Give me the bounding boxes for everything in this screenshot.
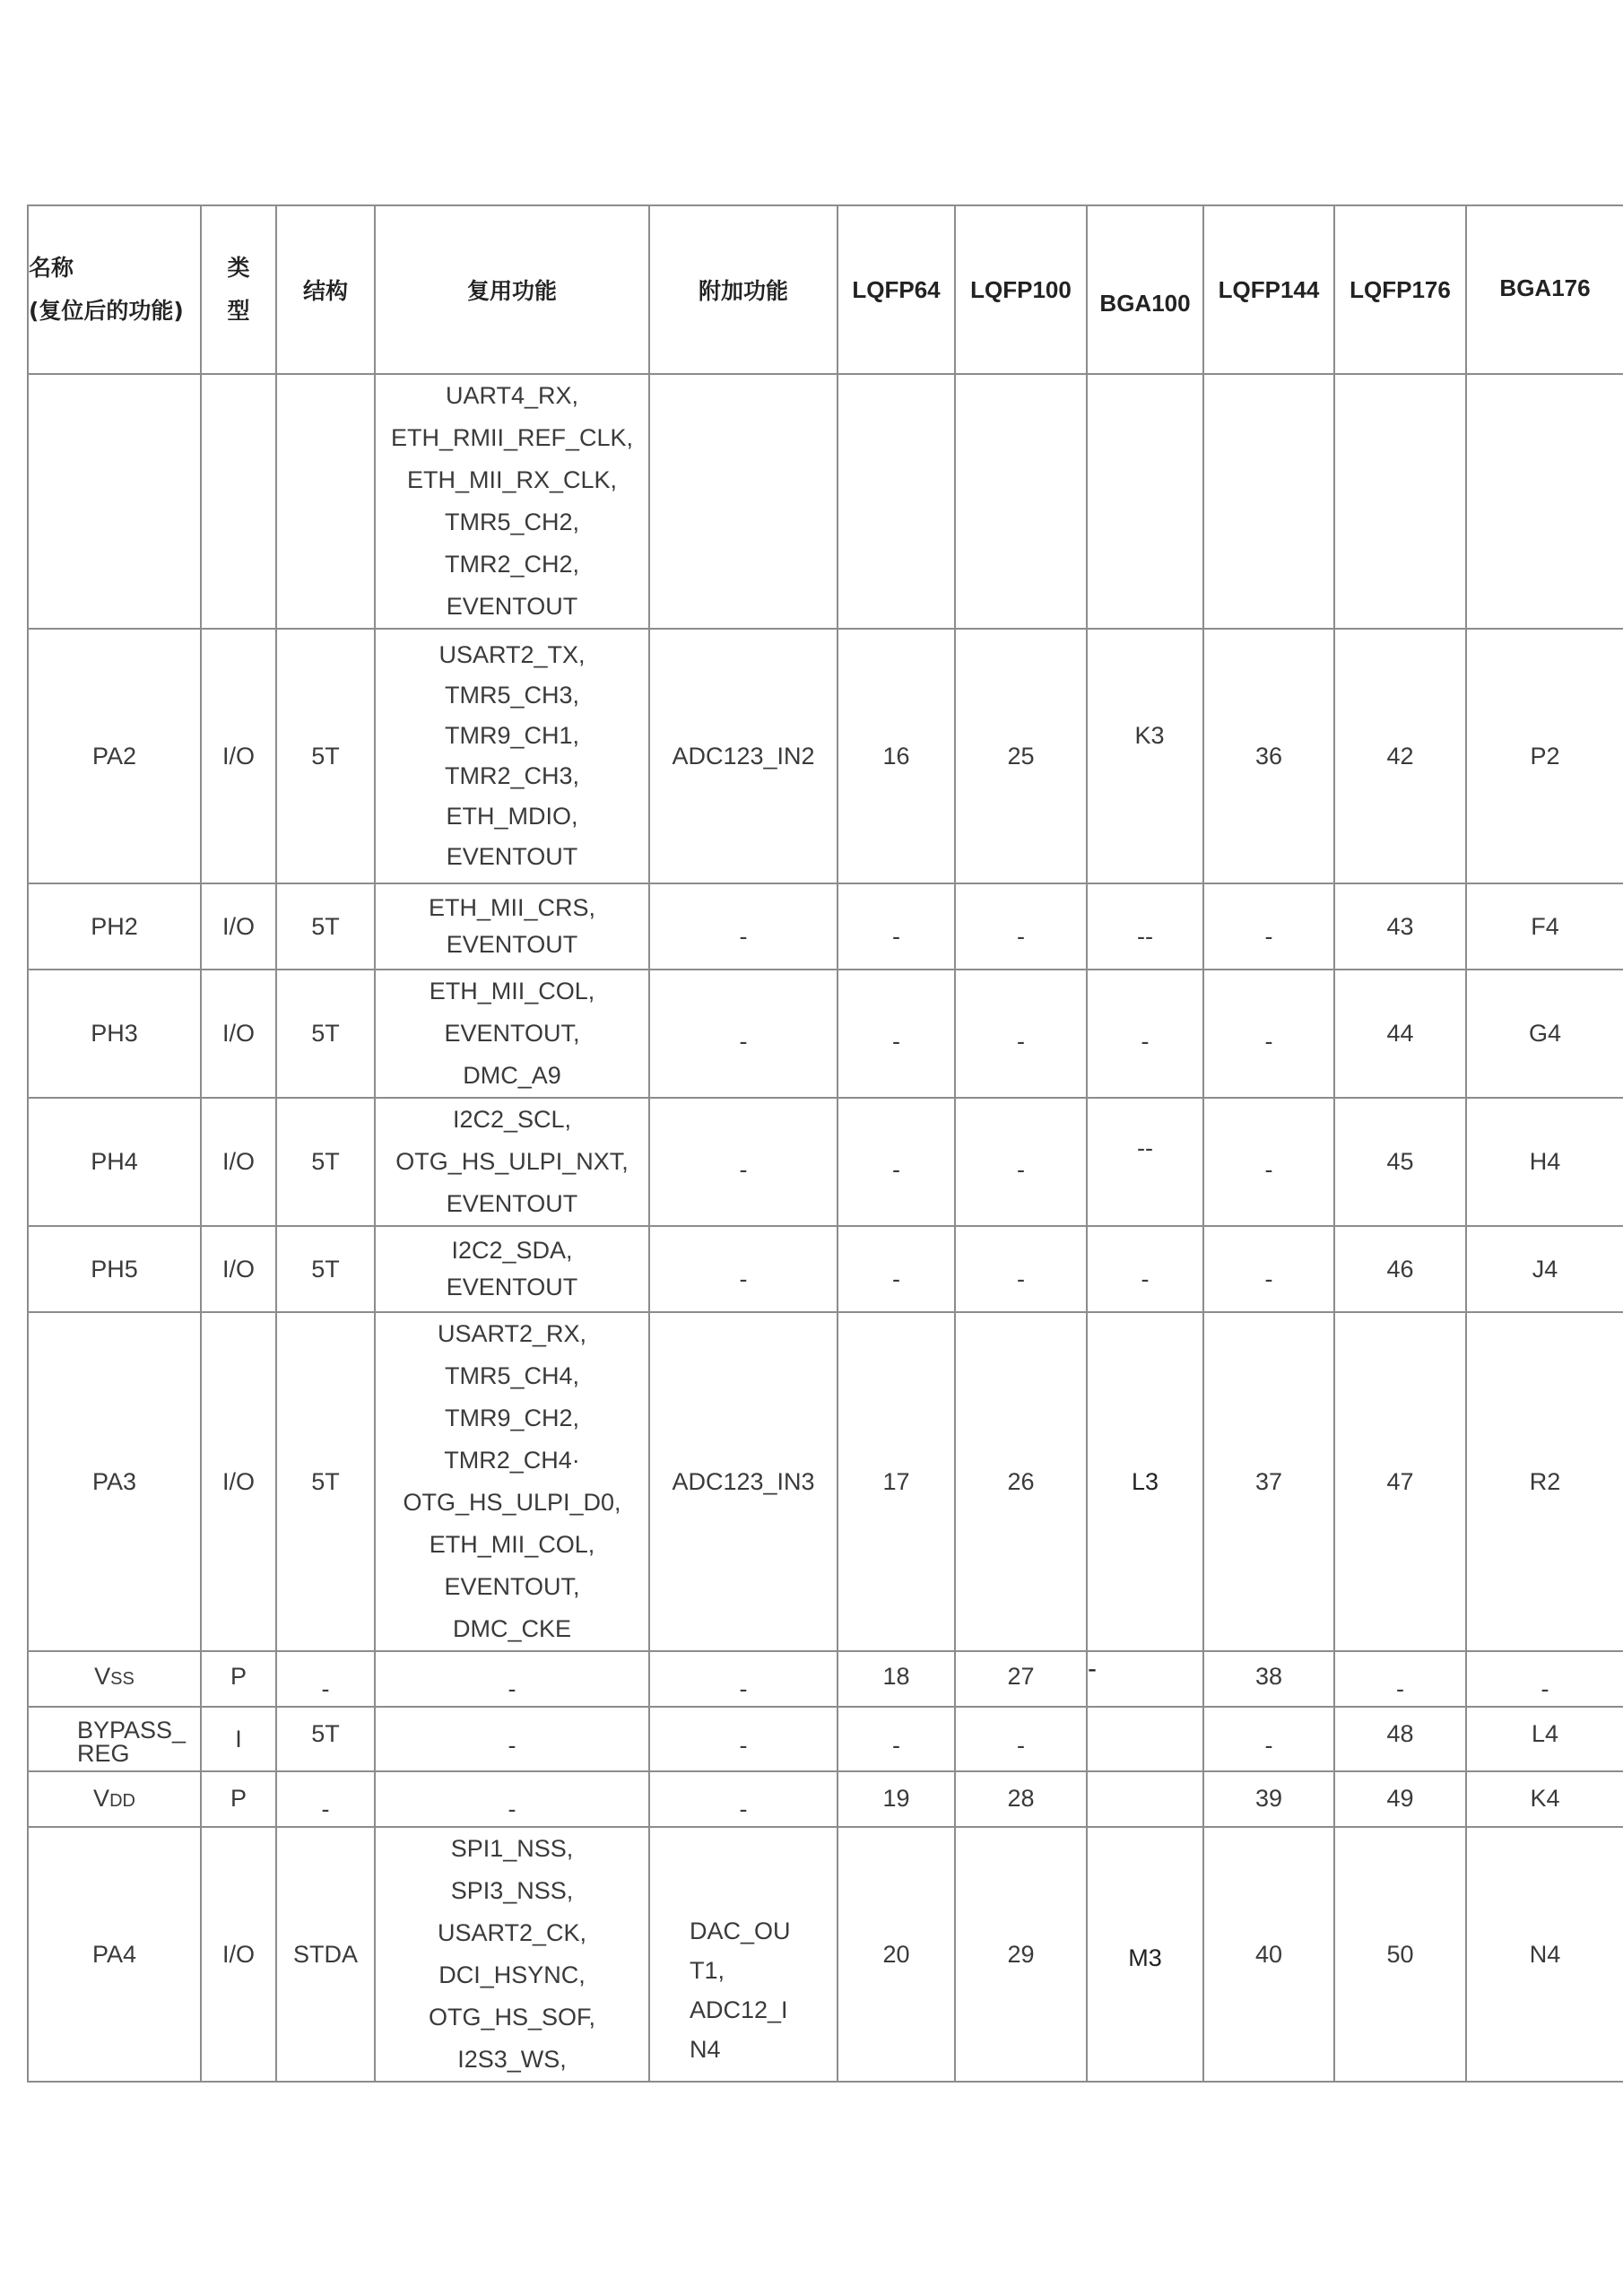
lqfp176-pin: 45 — [1334, 1098, 1466, 1226]
lqfp144-pin: - — [1203, 883, 1334, 970]
lqfp64-pin: - — [838, 1226, 955, 1312]
lqfp100-pin: - — [955, 1707, 1087, 1771]
table-row — [28, 374, 1623, 629]
pin-structure: 5T — [276, 1226, 375, 1312]
lqfp176-pin — [1334, 374, 1466, 629]
pin-name-main: V — [93, 1785, 110, 1812]
pin-type: P — [201, 1651, 276, 1707]
bga176-pin: H4 — [1466, 1098, 1623, 1226]
lqfp64-pin: - — [838, 1707, 955, 1771]
lqfp64-pin: 17 — [838, 1312, 955, 1651]
pin-type: I/O — [201, 1312, 276, 1651]
header-row — [28, 205, 1623, 374]
lqfp176-pin: 48 — [1334, 1707, 1466, 1771]
additional-function: - — [649, 1226, 838, 1312]
alt-function-cell — [375, 374, 649, 629]
alt-function: USART2_TX, — [438, 641, 586, 668]
bga176-pin: K4 — [1466, 1771, 1623, 1827]
pin-type: I/O — [201, 883, 276, 970]
pin-type: I — [201, 1707, 276, 1771]
table-row — [28, 1827, 1623, 2082]
lqfp64-pin — [838, 374, 955, 629]
alt-function-cell: - — [375, 1707, 649, 1771]
header-lqfp64: LQFP64 — [838, 205, 955, 374]
lqfp176-pin: 46 — [1334, 1226, 1466, 1312]
bga100-pin: L3 — [1087, 1312, 1203, 1651]
pin-structure: 5T — [276, 1707, 375, 1771]
lqfp64-pin: - — [838, 970, 955, 1098]
pin-type: I/O — [201, 1098, 276, 1226]
lqfp100-pin: 27 — [955, 1651, 1087, 1707]
additional-function: - — [649, 970, 838, 1098]
pin-type: I/O — [201, 629, 276, 883]
bga100-pin — [1087, 1771, 1203, 1827]
pin-structure: 5T — [276, 1312, 375, 1651]
pin-structure: STDA — [276, 1827, 375, 2082]
pin-type: I/O — [201, 1827, 276, 2082]
lqfp100-pin: 25 — [955, 629, 1087, 883]
alt-function-cell — [375, 1226, 649, 1312]
pin-name: PA4 — [28, 1827, 201, 2082]
bga100-pin: - — [1087, 970, 1203, 1098]
lqfp64-pin: - — [838, 1098, 955, 1226]
bga176-pin: G4 — [1466, 970, 1623, 1098]
lqfp100-pin: - — [955, 970, 1087, 1098]
bga100-pin: K3 — [1087, 629, 1203, 883]
pin-name: PH3 — [28, 970, 201, 1098]
additional-function: ADC123_IN2 — [649, 629, 838, 883]
alt-function: TMR5_CH3, — [444, 682, 580, 709]
lqfp176-pin: 47 — [1334, 1312, 1466, 1651]
lqfp100-pin: 28 — [955, 1771, 1087, 1827]
table-row — [28, 970, 1623, 1098]
additional-function — [649, 1827, 838, 2082]
alt-function: I2C2_SDA, — [451, 1237, 573, 1264]
header-lqfp100: LQFP100 — [955, 205, 1087, 374]
pin-structure: - — [276, 1651, 375, 1707]
lqfp64-pin: 19 — [838, 1771, 955, 1827]
additional-function-line: DAC_OU — [690, 1918, 791, 1944]
alt-function: SPI3_NSS, — [450, 1877, 574, 1904]
alt-function: TMR9_CH2, — [444, 1405, 580, 1431]
pin-name — [28, 1707, 201, 1771]
alt-function: I2S3_WS, — [457, 2046, 567, 2073]
pin-name: PH2 — [28, 883, 201, 970]
header-bga176: BGA176 — [1466, 205, 1623, 374]
bga176-pin: P2 — [1466, 629, 1623, 883]
additional-function — [649, 374, 838, 629]
lqfp100-pin: - — [955, 883, 1087, 970]
additional-function-line: ADC12_I — [690, 1996, 788, 2023]
lqfp176-pin: 43 — [1334, 883, 1466, 970]
pin-structure: - — [276, 1771, 375, 1827]
pin-structure — [276, 374, 375, 629]
additional-function-line: N4 — [690, 2036, 721, 2063]
alt-function: OTG_HS_SOF, — [428, 2004, 596, 2031]
additional-function: - — [649, 1771, 838, 1827]
alt-function-cell — [375, 629, 649, 883]
lqfp144-pin: - — [1203, 970, 1334, 1098]
lqfp64-pin: 20 — [838, 1827, 955, 2082]
header-name — [28, 205, 201, 374]
pin-name: PH5 — [28, 1226, 201, 1312]
bga176-pin: J4 — [1466, 1226, 1623, 1312]
alt-function: OTG_HS_ULPI_D0, — [403, 1489, 621, 1516]
table-row — [28, 1707, 1623, 1771]
lqfp176-pin: 49 — [1334, 1771, 1466, 1827]
header-lqfp144: LQFP144 — [1203, 205, 1334, 374]
pin-name-subscript: DD — [109, 1791, 135, 1811]
alt-function: EVENTOUT — [446, 593, 578, 620]
alt-function-cell — [375, 1827, 649, 2082]
lqfp176-pin: 44 — [1334, 970, 1466, 1098]
alt-function: ETH_MDIO, — [446, 803, 578, 830]
additional-function-line: T1, — [690, 1957, 725, 1984]
bga176-pin: R2 — [1466, 1312, 1623, 1651]
alt-function: ETH_RMII_REF_CLK, — [390, 424, 634, 451]
additional-function: - — [649, 1651, 838, 1707]
pin-name — [28, 1651, 201, 1707]
alt-function: EVENTOUT, — [444, 1573, 580, 1600]
pin-name-line1: BYPASS_ — [77, 1717, 187, 1744]
bga176-pin: - — [1466, 1651, 1623, 1707]
lqfp100-pin: 29 — [955, 1827, 1087, 2082]
pin-name-subscript: SS — [110, 1669, 135, 1689]
pin-name-line2: REG — [77, 1740, 130, 1767]
bga100-pin — [1087, 1707, 1203, 1771]
alt-function-cell — [375, 1312, 649, 1651]
pin-name — [28, 1771, 201, 1827]
additional-function: ADC123_IN3 — [649, 1312, 838, 1651]
pin-structure: 5T — [276, 1098, 375, 1226]
header-structure: 结构 — [276, 205, 375, 374]
bga176-pin: L4 — [1466, 1707, 1623, 1771]
bga100-pin: - — [1087, 1651, 1203, 1707]
additional-function: - — [649, 1098, 838, 1226]
alt-function: DMC_A9 — [463, 1062, 561, 1089]
bga176-pin — [1466, 374, 1623, 629]
bga100-pin: -- — [1087, 1098, 1203, 1226]
lqfp144-pin: 37 — [1203, 1312, 1334, 1651]
table-row — [28, 1651, 1623, 1707]
header-name-sub: (复位后的功能) — [29, 298, 184, 324]
bga176-pin: F4 — [1466, 883, 1623, 970]
alt-function-cell — [375, 883, 649, 970]
pin-type: I/O — [201, 970, 276, 1098]
alt-function: TMR5_CH4, — [444, 1362, 580, 1389]
table-row — [28, 1098, 1623, 1226]
lqfp100-pin — [955, 374, 1087, 629]
alt-function: EVENTOUT — [446, 1274, 578, 1300]
alt-function: TMR9_CH1, — [444, 722, 580, 749]
alt-function: ETH_MII_COL, — [429, 978, 595, 1004]
table-row — [28, 1771, 1623, 1827]
lqfp144-pin: 40 — [1203, 1827, 1334, 2082]
alt-function: USART2_RX, — [437, 1320, 587, 1347]
lqfp144-pin: 36 — [1203, 629, 1334, 883]
additional-function: - — [649, 1707, 838, 1771]
table-row — [28, 629, 1623, 883]
lqfp64-pin: 16 — [838, 629, 955, 883]
bga100-pin: -- — [1087, 883, 1203, 970]
header-type-label: 类型 — [227, 255, 250, 324]
alt-function-cell — [375, 970, 649, 1098]
header-name-label: 名称 — [29, 255, 74, 281]
pin-structure: 5T — [276, 629, 375, 883]
header-alt-function: 复用功能 — [375, 205, 649, 374]
lqfp144-pin: 38 — [1203, 1651, 1334, 1707]
lqfp64-pin: - — [838, 883, 955, 970]
alt-function: OTG_HS_ULPI_NXT, — [395, 1148, 629, 1175]
table-row — [28, 883, 1623, 970]
alt-function: UART4_RX, — [445, 382, 579, 409]
pin-name: PA3 — [28, 1312, 201, 1651]
lqfp144-pin: - — [1203, 1098, 1334, 1226]
pin-name-main: V — [94, 1663, 111, 1690]
header-bga100: BGA100 — [1087, 205, 1203, 374]
table-row — [28, 1226, 1623, 1312]
bga100-pin: M3 — [1087, 1827, 1203, 2082]
lqfp144-pin: 39 — [1203, 1771, 1334, 1827]
lqfp144-pin: - — [1203, 1707, 1334, 1771]
alt-function: DMC_CKE — [452, 1615, 572, 1642]
alt-function: I2C2_SCL, — [452, 1106, 572, 1133]
alt-function: EVENTOUT — [446, 931, 578, 958]
alt-function: EVENTOUT, — [444, 1020, 580, 1047]
pin-type: P — [201, 1771, 276, 1827]
lqfp176-pin: - — [1334, 1651, 1466, 1707]
bga100-pin: - — [1087, 1226, 1203, 1312]
alt-function: ETH_MII_CRS, — [428, 894, 596, 921]
alt-function: EVENTOUT — [446, 1190, 578, 1217]
header-type — [201, 205, 276, 374]
pin-type — [201, 374, 276, 629]
additional-function: - — [649, 883, 838, 970]
alt-function-cell: - — [375, 1651, 649, 1707]
lqfp100-pin: 26 — [955, 1312, 1087, 1651]
lqfp176-pin: 50 — [1334, 1827, 1466, 2082]
alt-function: ETH_MII_COL, — [429, 1531, 595, 1558]
pin-type: I/O — [201, 1226, 276, 1312]
header-lqfp176: LQFP176 — [1334, 205, 1466, 374]
header-additional-function: 附加功能 — [649, 205, 838, 374]
alt-function: EVENTOUT — [446, 843, 578, 870]
bga100-pin — [1087, 374, 1203, 629]
alt-function-cell — [375, 1098, 649, 1226]
alt-function: TMR2_CH3, — [444, 762, 580, 789]
pin-name: PA2 — [28, 629, 201, 883]
pin-structure: 5T — [276, 883, 375, 970]
pin-name — [28, 374, 201, 629]
alt-function: SPI1_NSS, — [450, 1835, 574, 1862]
alt-function: DCI_HSYNC, — [438, 1961, 586, 1988]
pin-definition-table — [27, 204, 1623, 2083]
alt-function: TMR5_CH2, — [444, 509, 580, 535]
alt-function: TMR2_CH2, — [444, 551, 580, 578]
bga176-pin: N4 — [1466, 1827, 1623, 2082]
lqfp100-pin: - — [955, 1098, 1087, 1226]
alt-function: TMR2_CH4· — [444, 1447, 580, 1474]
alt-function: USART2_CK, — [437, 1919, 587, 1946]
table-row — [28, 1312, 1623, 1651]
lqfp144-pin: - — [1203, 1226, 1334, 1312]
alt-function-cell: - — [375, 1771, 649, 1827]
lqfp144-pin — [1203, 374, 1334, 629]
lqfp176-pin: 42 — [1334, 629, 1466, 883]
lqfp100-pin: - — [955, 1226, 1087, 1312]
pin-structure: 5T — [276, 970, 375, 1098]
alt-function: ETH_MII_RX_CLK, — [406, 466, 618, 493]
pin-name: PH4 — [28, 1098, 201, 1226]
lqfp64-pin: 18 — [838, 1651, 955, 1707]
